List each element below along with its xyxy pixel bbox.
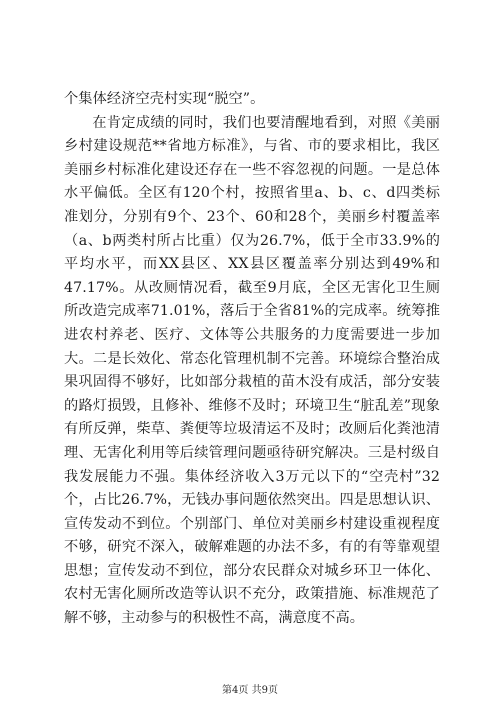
paragraph-1: 个集体经济空壳村实现“脱空”。 (64, 91, 265, 107)
document-body (64, 88, 440, 631)
paragraph-2: 在肯定成绩的同时，我们也要清醒地看到，对照《美丽乡村建设规范**省地方标准》，与省、市的要求相比，我区美丽乡村标准化建设还存在一些不容忽视的问题。一是总体水平偏低。全区有120个村，按照省里a、b、c、d四类标准划分，分别有9个、23个、60和28个，美丽乡村覆盖率（a、b两类村所占比重）仅为26.7%，低于全市33.9%的平均水平，而XX县区、XX县区覆盖率分别达到49%和47.17%。从改厕情况看，截至9月底，全区无害化卫生厕所改造完成率71.01%，落后于全省81%的完成率。统筹推进农村养老、医疗、文体等公共服务的力度需要进一步加大。二是长效化、常态化管理机制不完善。环境综合整治成果巩固得不够好，比如部分栽植的苗木没有成活，部分安装的路灯损毁，且修补、维修不及时；环境卫生“脏乱差”现象有所反弹，柴草、粪便等垃圾清运不及时；改厕后化粪池清理、无害化利用等后续管理问题亟待研究解决。三是村级自我发展能力不强。集体经济收入3万元以下的“空壳村”32个，占比26.7%，无钱办事问题依然突出。四是思想认识、宣传发动不到位。个别部门、单位对美丽乡村建设重视程度不够，研究不深入，破解难题的办法不多，有的有等靠观望思想；宣传发动不到位，部分农民群众对城乡环卫一体化、农村无害化厕所改造等认识不充分，政策措施、标准规范了解不够，主动参与的积极性不高，满意度不高。 (64, 114, 440, 627)
page-number-footer: 第4页 共9页 (222, 685, 278, 696)
